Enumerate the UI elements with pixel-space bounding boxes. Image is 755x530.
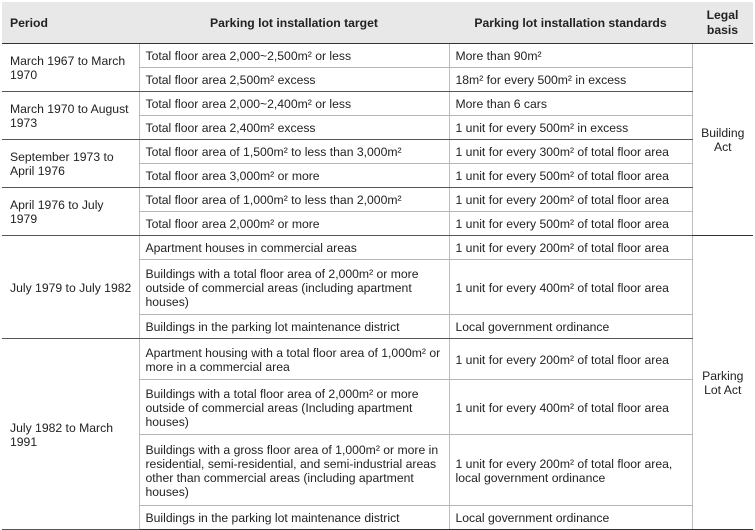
standard-cell: 1 unit for every 200m² of total floor area [449,339,692,380]
standard-cell: 18m² for every 500m² in excess [449,68,692,92]
table-row [2,140,753,164]
target-cell: Total floor area 2,400m² excess [139,116,449,140]
standard-cell: 1 unit for every 500m² in excess [449,116,692,140]
period-cell: April 1976 to July 1979 [2,188,139,236]
header-legal-basis: Legal basis [692,2,753,44]
target-cell: Buildings in the parking lot maintenance district [139,315,449,339]
standard-cell: 1 unit for every 200m² of total floor area [449,188,692,212]
period-cell: July 1982 to March 1991 [2,339,139,530]
target-cell: Buildings with a gross floor area of 1,000m² or more in residential, semi-residential, and semi-industrial areas other than commercial areas (including apartment houses) [139,435,449,506]
header-row [2,2,753,44]
standard-cell: Local government ordinance [449,506,692,530]
table-row [2,188,753,212]
target-cell: Buildings with a total floor area of 2,000m² or more outside of commercial areas (Including apartment houses) [139,380,449,435]
table-row [2,44,753,68]
header-standards: Parking lot installation standards [449,2,692,44]
standard-cell: 1 unit for every 200m² of total floor area, local government ordinance [449,435,692,506]
header-target: Parking lot installation target [139,2,449,44]
standard-cell: 1 unit for every 500m² of total floor area [449,164,692,188]
target-cell: Buildings with a total floor area of 2,000m² or more outside of commercial areas (including apartment houses) [139,260,449,315]
table-row [2,92,753,116]
period-cell: March 1970 to August 1973 [2,92,139,140]
standard-cell: 1 unit for every 400m² of total floor area [449,260,692,315]
table-row [2,236,753,260]
target-cell: Apartment housing with a total floor area of 1,000m² or more in a commercial area [139,339,449,380]
header-period: Period [2,2,139,44]
standard-cell: 1 unit for every 500m² of total floor area [449,212,692,236]
target-cell: Buildings in the parking lot maintenance district [139,506,449,530]
standard-cell: More than 6 cars [449,92,692,116]
legal-basis-cell: Building Act [692,44,753,236]
target-cell: Total floor area of 1,500m² to less than 3,000m² [139,140,449,164]
period-cell: March 1967 to March 1970 [2,44,139,92]
target-cell: Total floor area 2,000m² or more [139,212,449,236]
table-row [2,339,753,380]
target-cell: Total floor area 2,000~2,400m² or less [139,92,449,116]
standard-cell: 1 unit for every 400m² of total floor area [449,380,692,435]
standard-cell: 1 unit for every 300m² of total floor area [449,140,692,164]
target-cell: Total floor area 2,000~2,500m² or less [139,44,449,68]
target-cell: Total floor area 3,000m² or more [139,164,449,188]
standard-cell: 1 unit for every 200m² of total floor area [449,236,692,260]
parking-standards-table [2,2,753,530]
standard-cell: Local government ordinance [449,315,692,339]
legal-basis-cell: Parking Lot Act [692,236,753,530]
target-cell: Total floor area 2,500m² excess [139,68,449,92]
period-cell: September 1973 to April 1976 [2,140,139,188]
standard-cell: More than 90m² [449,44,692,68]
target-cell: Apartment houses in commercial areas [139,236,449,260]
period-cell: July 1979 to July 1982 [2,236,139,339]
target-cell: Total floor area of 1,000m² to less than 2,000m² [139,188,449,212]
